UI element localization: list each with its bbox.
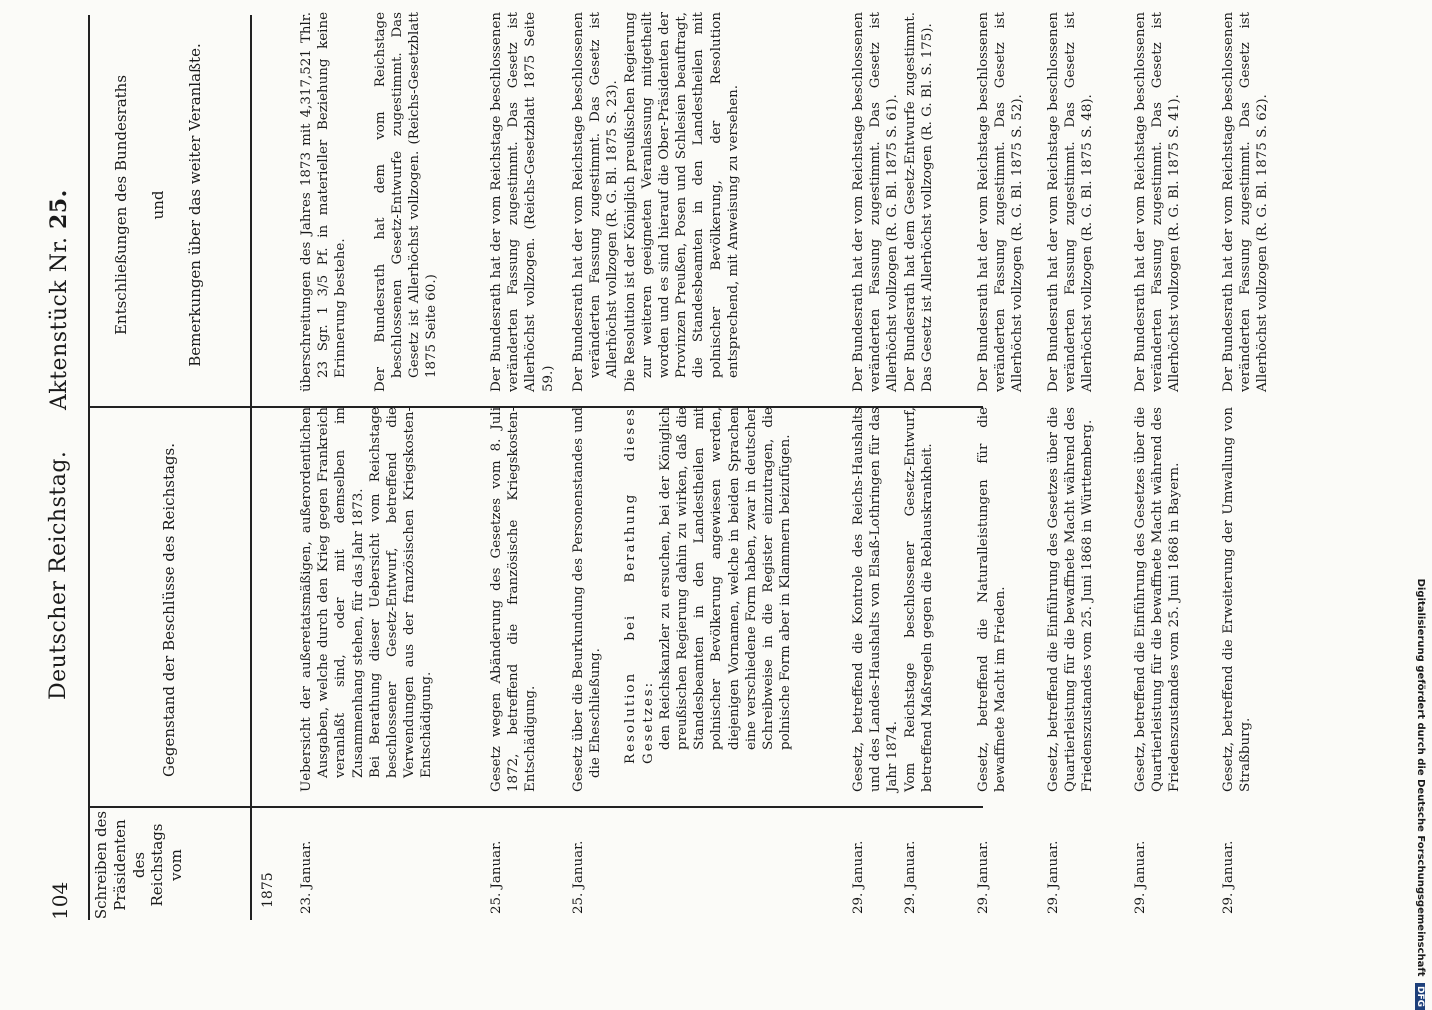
row-subject [570, 407, 794, 792]
funding-note-text [1396, 10, 1426, 1010]
row-subject: Gesetz wegen Abänderung des Gesetzes vom 8. Juli 1872, betreffend die französische Kriegskosten-Entschädigung. [489, 407, 539, 792]
row-subject-part-b: Bei Berathung dieser Uebersicht vom Reichstage beschlossener Gesetz-Entwurf, betreffend die Verwendungen aus der französischen Kriegskosten-Entschädigung. [367, 407, 435, 778]
row-resolution: Der Bundesrath hat der vom Reichstage beschlossenen veränderten Fassung zugestimmt. Das Gesetz ist Allerhöchst vollzogen (R. G. Bl. 1875 S. 52). [976, 12, 1026, 392]
resolution-heading: Resolution bei Berathung dieses Gesetzes: [623, 407, 656, 764]
column-header-date: Schreiben des Präsidenten des Reichstags vom [92, 810, 185, 920]
row-subject: Gesetz, betreffend die Einführung des Gesetzes über die Quartierleistung für die bewaffnete Macht während des Friedenszustandes vom 25. Juni 1868 in Württemberg. [1046, 407, 1096, 792]
row-resolution: Der Bundesrath hat dem Gesetz-Entwurfe zugestimmt. Das Gesetz ist Allerhöchst vollzogen (R. G. Bl. S. 175). [903, 12, 936, 392]
row-subject-part-a: Uebersicht der außeretatsmäßigen, außerordentlichen Ausgaben, welche durch den Krieg gegen Frankreich veranlaßt sind, oder mit demselben im Zusammenhang stehen, für das Jahr 1873. [299, 407, 366, 792]
funding-note [1400, 0, 1430, 1007]
resolution-text: den Reichskanzler zu ersuchen, bei der Königlich preußischen Regierung dahin zu wirken, daß die Standesbeamten in den Landestheilen mit polnischer Bevölkerung angewiesen werden, diejenigen Vornamen, welche in beiden Sprachen eine verschiedene Form haben, zwar in deutscher Schreibweise in die Register einzutragen, die polnische Form aber in Klammern beizufügen. [657, 407, 794, 750]
column-header-subject: Gegenstand der Beschlüsse des Reichstags. [160, 443, 178, 777]
row-subject: Gesetz, betreffend die Naturalleistungen für die bewaffnete Macht im Frieden. [976, 407, 1009, 792]
page-title: Deutscher Reichstag. [46, 450, 71, 700]
row-subject: Gesetz, betreffend die Erweiterung der Umwallung von Straßburg. [1221, 407, 1254, 792]
row-date: 25. Januar. [489, 840, 504, 914]
table-header-rule [250, 15, 252, 920]
row-resolution-part-b: Die Resolution ist der Königlich preußischen Regierung zur weiteren geeigneten Veranlassung mitgetheilt worden und es sind hierauf die Ober-Präsidenten der Provinzen Preußen, Posen und Schlesien beauftragt, die Standesbeamten in den Landestheilen mit polnischer Bevölkerung, der Resolution entsprechend, mit Anweisung zu versehen. [622, 12, 741, 392]
row-resolution: Der Bundesrath hat der vom Reichstage beschlossenen veränderten Fassung zugestimmt. Das Gesetz ist Allerhöchst vollzogen (R. G. Bl. 1875 S. 41). [1133, 12, 1183, 392]
page-header [40, 0, 80, 1000]
row-date: 29. Januar. [1221, 840, 1236, 914]
document-prefix: Aktenstück Nr. [47, 236, 72, 410]
row-date: 29. Januar. [851, 840, 866, 914]
page-number: 104 [48, 881, 72, 920]
row-subject: Gesetz, betreffend die Einführung des Gesetzes über die Quartierleistung für die bewaffnete Macht während des Friedenszustandes vom 25. Juni 1868 in Bayern. [1133, 407, 1183, 792]
funding-text: Digitalisierung gefördert durch die Deutsche Forschungsgemeinschaft [1415, 578, 1426, 977]
column-header-resolution-line2: und [148, 190, 167, 220]
column-header-resolution-line3: Bemerkungen über das weiter Veranlaßte. [185, 43, 204, 367]
row-subject: Vom Reichstage beschlossener Gesetz-Entwurf, betreffend Maßregeln gegen die Reblauskrankheit. [903, 407, 936, 792]
row-resolution-part-a: Der Bundesrath hat der vom Reichstage beschlossenen veränderten Fassung zugestimmt. Das Gesetz ist Allerhöchst vollzogen (R. G. Bl. 1875 S. 23). [571, 12, 621, 392]
row-date: 29. Januar. [1133, 840, 1148, 914]
table-top-rule [88, 15, 90, 920]
column-divider-1 [88, 806, 983, 808]
column-header-resolution-line1: Entschließungen des Bundesraths [112, 74, 130, 336]
row-resolution [570, 12, 742, 392]
row-resolution-part-b: Der Bundesrath hat dem vom Reichstage beschlossenen Gesetz-Entwurfe zugestimmt. Das Gesetz ist Allerhöchst vollzogen. (Reichs-Gesetzblatt 1875 Seite 60.) [372, 12, 440, 392]
row-subject [298, 407, 436, 792]
row-date: 29. Januar. [1046, 840, 1061, 914]
row-date: 29. Januar. [903, 840, 918, 914]
row-subject-main: Gesetz über die Beurkundung des Personenstandes und die Eheschließung. [571, 407, 604, 792]
row-resolution: Der Bundesrath hat der vom Reichstage beschlossenen veränderten Fassung zugestimmt. Das Gesetz ist Allerhöchst vollzogen. (Reichs-Gesetzblatt 1875 Seite 59.) [489, 12, 556, 392]
document-label [46, 189, 72, 410]
dfg-logo: DFG [1415, 983, 1425, 1010]
row-date: 29. Januar. [976, 840, 991, 914]
row-resolution: Der Bundesrath hat der vom Reichstage beschlossenen veränderten Fassung zugestimmt. Das Gesetz ist Allerhöchst vollzogen (R. G. Bl. 1875 S. 62). [1221, 12, 1271, 392]
row-subject: Gesetz, betreffend die Kontrole des Reichs-Haushalts und des Landes-Haushalts von Elsaß-Lothringen für das Jahr 1874. [851, 407, 901, 792]
year-label: 1875 [260, 872, 276, 908]
row-date: 25. Januar. [571, 840, 586, 914]
column-header-resolution [112, 10, 204, 400]
row-date: 23. Januar. [299, 840, 314, 914]
row-resolution: Der Bundesrath hat der vom Reichstage beschlossenen veränderten Fassung zugestimmt. Das Gesetz ist Allerhöchst vollzogen (R. G. Bl. 1875 S. 61). [851, 12, 901, 392]
row-resolution [298, 12, 440, 392]
document-number: 25. [46, 189, 72, 229]
row-resolution: Der Bundesrath hat der vom Reichstage beschlossenen veränderten Fassung zugestimmt. Das Gesetz ist Allerhöchst vollzogen (R. G. Bl. 1875 S. 48). [1046, 12, 1096, 392]
row-resolution-part-a: überschreitungen des Jahres 1873 mit 4,317,521 Thlr. 23 Sgr. 1 3/5 Pf. in materieller Beziehung keine Erinnerung bestehe. [299, 12, 349, 392]
